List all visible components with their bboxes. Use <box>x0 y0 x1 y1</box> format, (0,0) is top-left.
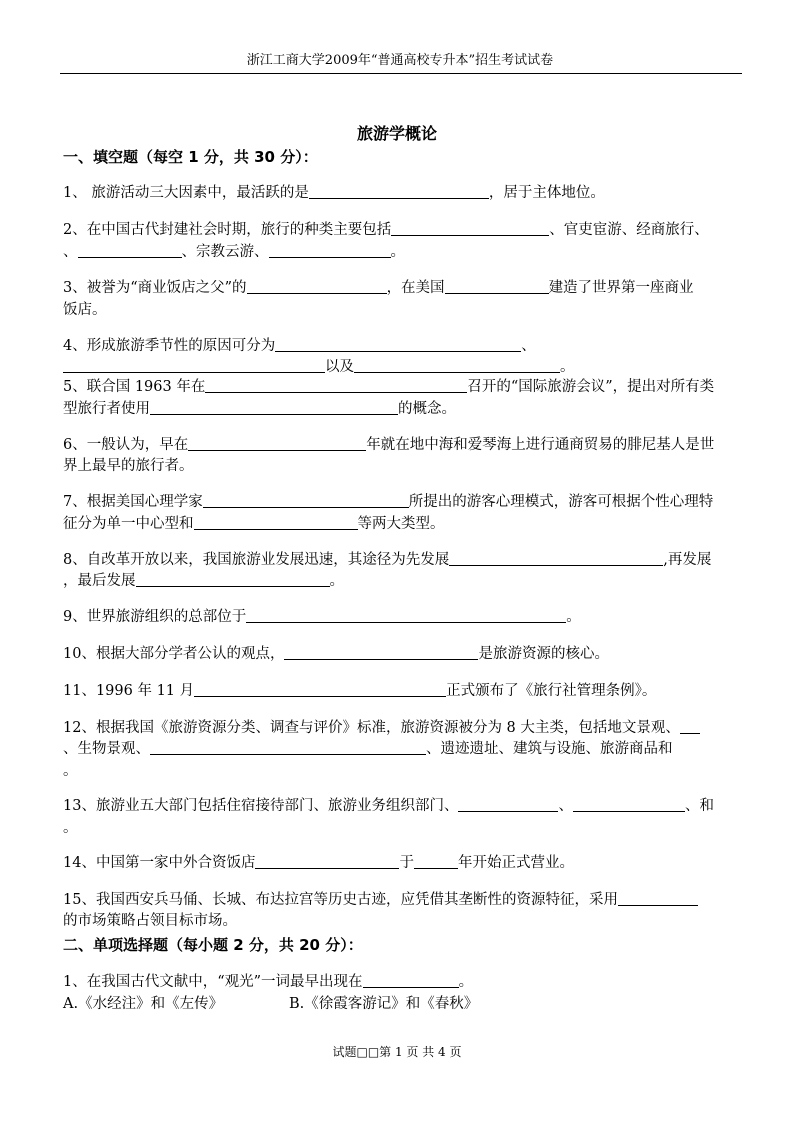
answer-blank[interactable] <box>449 551 663 566</box>
question-text: 建造了世界第一座商业 <box>548 280 694 296</box>
question-text: 。 <box>566 609 581 625</box>
question-3 <box>63 276 694 297</box>
question-4 <box>63 334 536 355</box>
question-text: 。 <box>390 244 405 260</box>
answer-blank[interactable] <box>269 243 391 258</box>
question-12 <box>63 716 700 737</box>
question-text: 15、我国西安兵马俑、长城、布达拉宫等历史古迹，应凭借其垄断性的资源特征，采用 <box>63 892 618 908</box>
answer-blank[interactable] <box>391 221 549 236</box>
section2-heading: 二、单项选择题（每小题 2 分，共 20 分）： <box>63 936 363 954</box>
answer-blank[interactable] <box>150 400 398 415</box>
question-text: 于 <box>399 855 414 871</box>
question-7 <box>63 490 713 511</box>
section1-heading: 一、填空题（每空 1 分，共 30 分）： <box>63 148 318 166</box>
answer-blank[interactable] <box>136 572 330 587</box>
answer-blank[interactable] <box>78 243 182 258</box>
question-text: 年开始正式营业。 <box>457 855 574 871</box>
question-text: 。 <box>63 763 78 779</box>
question-text: 12、根据我国《旅游资源分类、调查与评价》标准，旅游资源被分为 8 大主类，包括地文景观、 <box>63 720 680 736</box>
page-footer: 试题□□第 1 页 共 4 页 <box>332 1045 462 1059</box>
question-text: 、 <box>63 244 78 260</box>
question-text: 界上最早的旅行者。 <box>63 458 194 474</box>
question-text: 11、1996 年 11 月 <box>63 683 195 699</box>
answer-blank[interactable] <box>458 797 558 812</box>
question-text: 7、根据美国心理学家 <box>63 494 203 510</box>
question-text: 的概念。 <box>398 401 456 417</box>
question-text: 、生物景观、 <box>63 741 150 757</box>
answer-blank[interactable] <box>205 378 467 393</box>
question-text: 4、形成旅游季节性的原因可分为 <box>63 338 276 354</box>
question-text: 14、中国第一家中外合资饭店 <box>63 855 256 871</box>
question-12-cont <box>63 737 673 758</box>
question-1 <box>63 181 605 202</box>
answer-blank[interactable] <box>573 797 685 812</box>
question-13 <box>63 794 714 815</box>
question-text: 5、联合国 1963 年在 <box>63 379 206 395</box>
question-6 <box>63 433 714 454</box>
mc-question-1-options <box>63 992 478 1013</box>
question-text: 、 <box>521 338 536 354</box>
question-text: 、宗教云游、 <box>181 244 269 260</box>
question-14 <box>63 851 574 872</box>
answer-blank[interactable] <box>354 358 560 373</box>
question-text: 等两大类型。 <box>357 516 445 532</box>
question-text: 13、旅游业五大部门包括住宿接待部门、旅游业务组织部门、 <box>63 798 459 814</box>
question-text: 、 <box>558 798 573 814</box>
question-text: 以及 <box>325 359 354 375</box>
option-a[interactable]: A.《水经注》和《左传》 <box>63 996 224 1012</box>
answer-blank[interactable] <box>194 515 358 530</box>
question-text: 1、在我国古代文献中，“观光”一词最早出现在 <box>63 974 363 990</box>
question-2 <box>63 218 709 239</box>
question-7-cont <box>63 512 445 533</box>
question-15 <box>63 888 698 909</box>
answer-blank[interactable] <box>150 740 426 755</box>
question-text: 6、一般认为，早在 <box>63 437 189 453</box>
question-text: ，居于主体地位。 <box>488 185 605 201</box>
question-text: 10、根据大部分学者公认的观点， <box>63 646 285 662</box>
header-divider <box>60 73 742 74</box>
question-text: ，最后发展 <box>63 573 136 589</box>
question-5 <box>63 375 714 396</box>
answer-blank[interactable] <box>63 358 325 373</box>
question-5-cont <box>63 397 456 418</box>
question-text: 、官吏宦游、经商旅行、 <box>549 222 709 238</box>
question-9 <box>63 605 581 626</box>
answer-blank[interactable] <box>618 891 698 906</box>
question-text: 年就在地中海和爱琴海上进行通商贸易的腓尼基人是世 <box>366 437 715 453</box>
answer-blank[interactable] <box>203 493 409 508</box>
question-11 <box>63 679 656 700</box>
page-header: 浙江工商大学2009年“普通高校专升本”招生考试试卷 <box>246 53 554 68</box>
question-text: 是旅游资源的核心。 <box>478 646 609 662</box>
question-text: 。 <box>63 820 78 836</box>
question-text: 。 <box>560 359 575 375</box>
question-8 <box>63 548 711 569</box>
question-text: ,再发展 <box>663 552 712 568</box>
question-text: 3、被誉为“商业饭店之父”的 <box>63 280 247 296</box>
question-text: ，在美国 <box>386 280 445 296</box>
question-15-cont <box>63 909 237 930</box>
question-text: 饭店。 <box>63 302 107 318</box>
answer-blank[interactable] <box>275 337 521 352</box>
question-text: 2、在中国古代封建社会时期，旅行的种类主要包括 <box>63 222 392 238</box>
answer-blank[interactable] <box>363 973 459 988</box>
question-text: 1、 旅游活动三大因素中，最活跃的是 <box>63 185 309 201</box>
question-text: 、和 <box>684 798 714 814</box>
question-text: 正式颁布了《旅行社管理条例》。 <box>446 683 657 699</box>
question-text: 8、自改革开放以来，我国旅游业发展迅速，其途径为先发展 <box>63 552 450 568</box>
question-10 <box>63 642 609 663</box>
answer-blank[interactable] <box>445 279 549 294</box>
answer-blank[interactable] <box>680 719 700 734</box>
question-text: 的市场策略占领目标市场。 <box>63 913 237 929</box>
answer-blank[interactable] <box>246 608 566 623</box>
answer-blank[interactable] <box>309 184 489 199</box>
question-text: 9、世界旅游组织的总部位于 <box>63 609 247 625</box>
answer-blank[interactable] <box>284 645 478 660</box>
question-text: 召开的“国际旅游会议”，提出对所有类 <box>467 379 715 395</box>
answer-blank[interactable] <box>194 682 446 697</box>
question-8-cont <box>63 569 344 590</box>
answer-blank[interactable] <box>188 436 366 451</box>
question-3-cont <box>63 298 107 319</box>
answer-blank[interactable] <box>414 854 458 869</box>
page-title: 旅游学概论 <box>356 124 437 143</box>
option-b[interactable]: B.《徐霞客游记》和《春秋》 <box>289 996 479 1012</box>
question-text: 、遗迹遗址、建筑与设施、旅游商品和 <box>426 741 673 757</box>
question-12-cont2 <box>63 759 78 780</box>
question-text: 所提出的游客心理模式，游客可根据个性心理特 <box>408 494 714 510</box>
question-text: 。 <box>458 974 474 990</box>
question-text: 型旅行者使用 <box>63 401 150 417</box>
question-4-cont <box>63 355 575 376</box>
mc-question-1 <box>63 970 473 991</box>
question-6-cont <box>63 454 194 475</box>
answer-blank[interactable] <box>255 854 399 869</box>
answer-blank[interactable] <box>247 279 387 294</box>
question-text: 。 <box>329 573 344 589</box>
question-2-cont <box>63 240 405 261</box>
question-13-cont <box>63 816 78 837</box>
question-text: 征分为单一中心型和 <box>63 516 194 532</box>
